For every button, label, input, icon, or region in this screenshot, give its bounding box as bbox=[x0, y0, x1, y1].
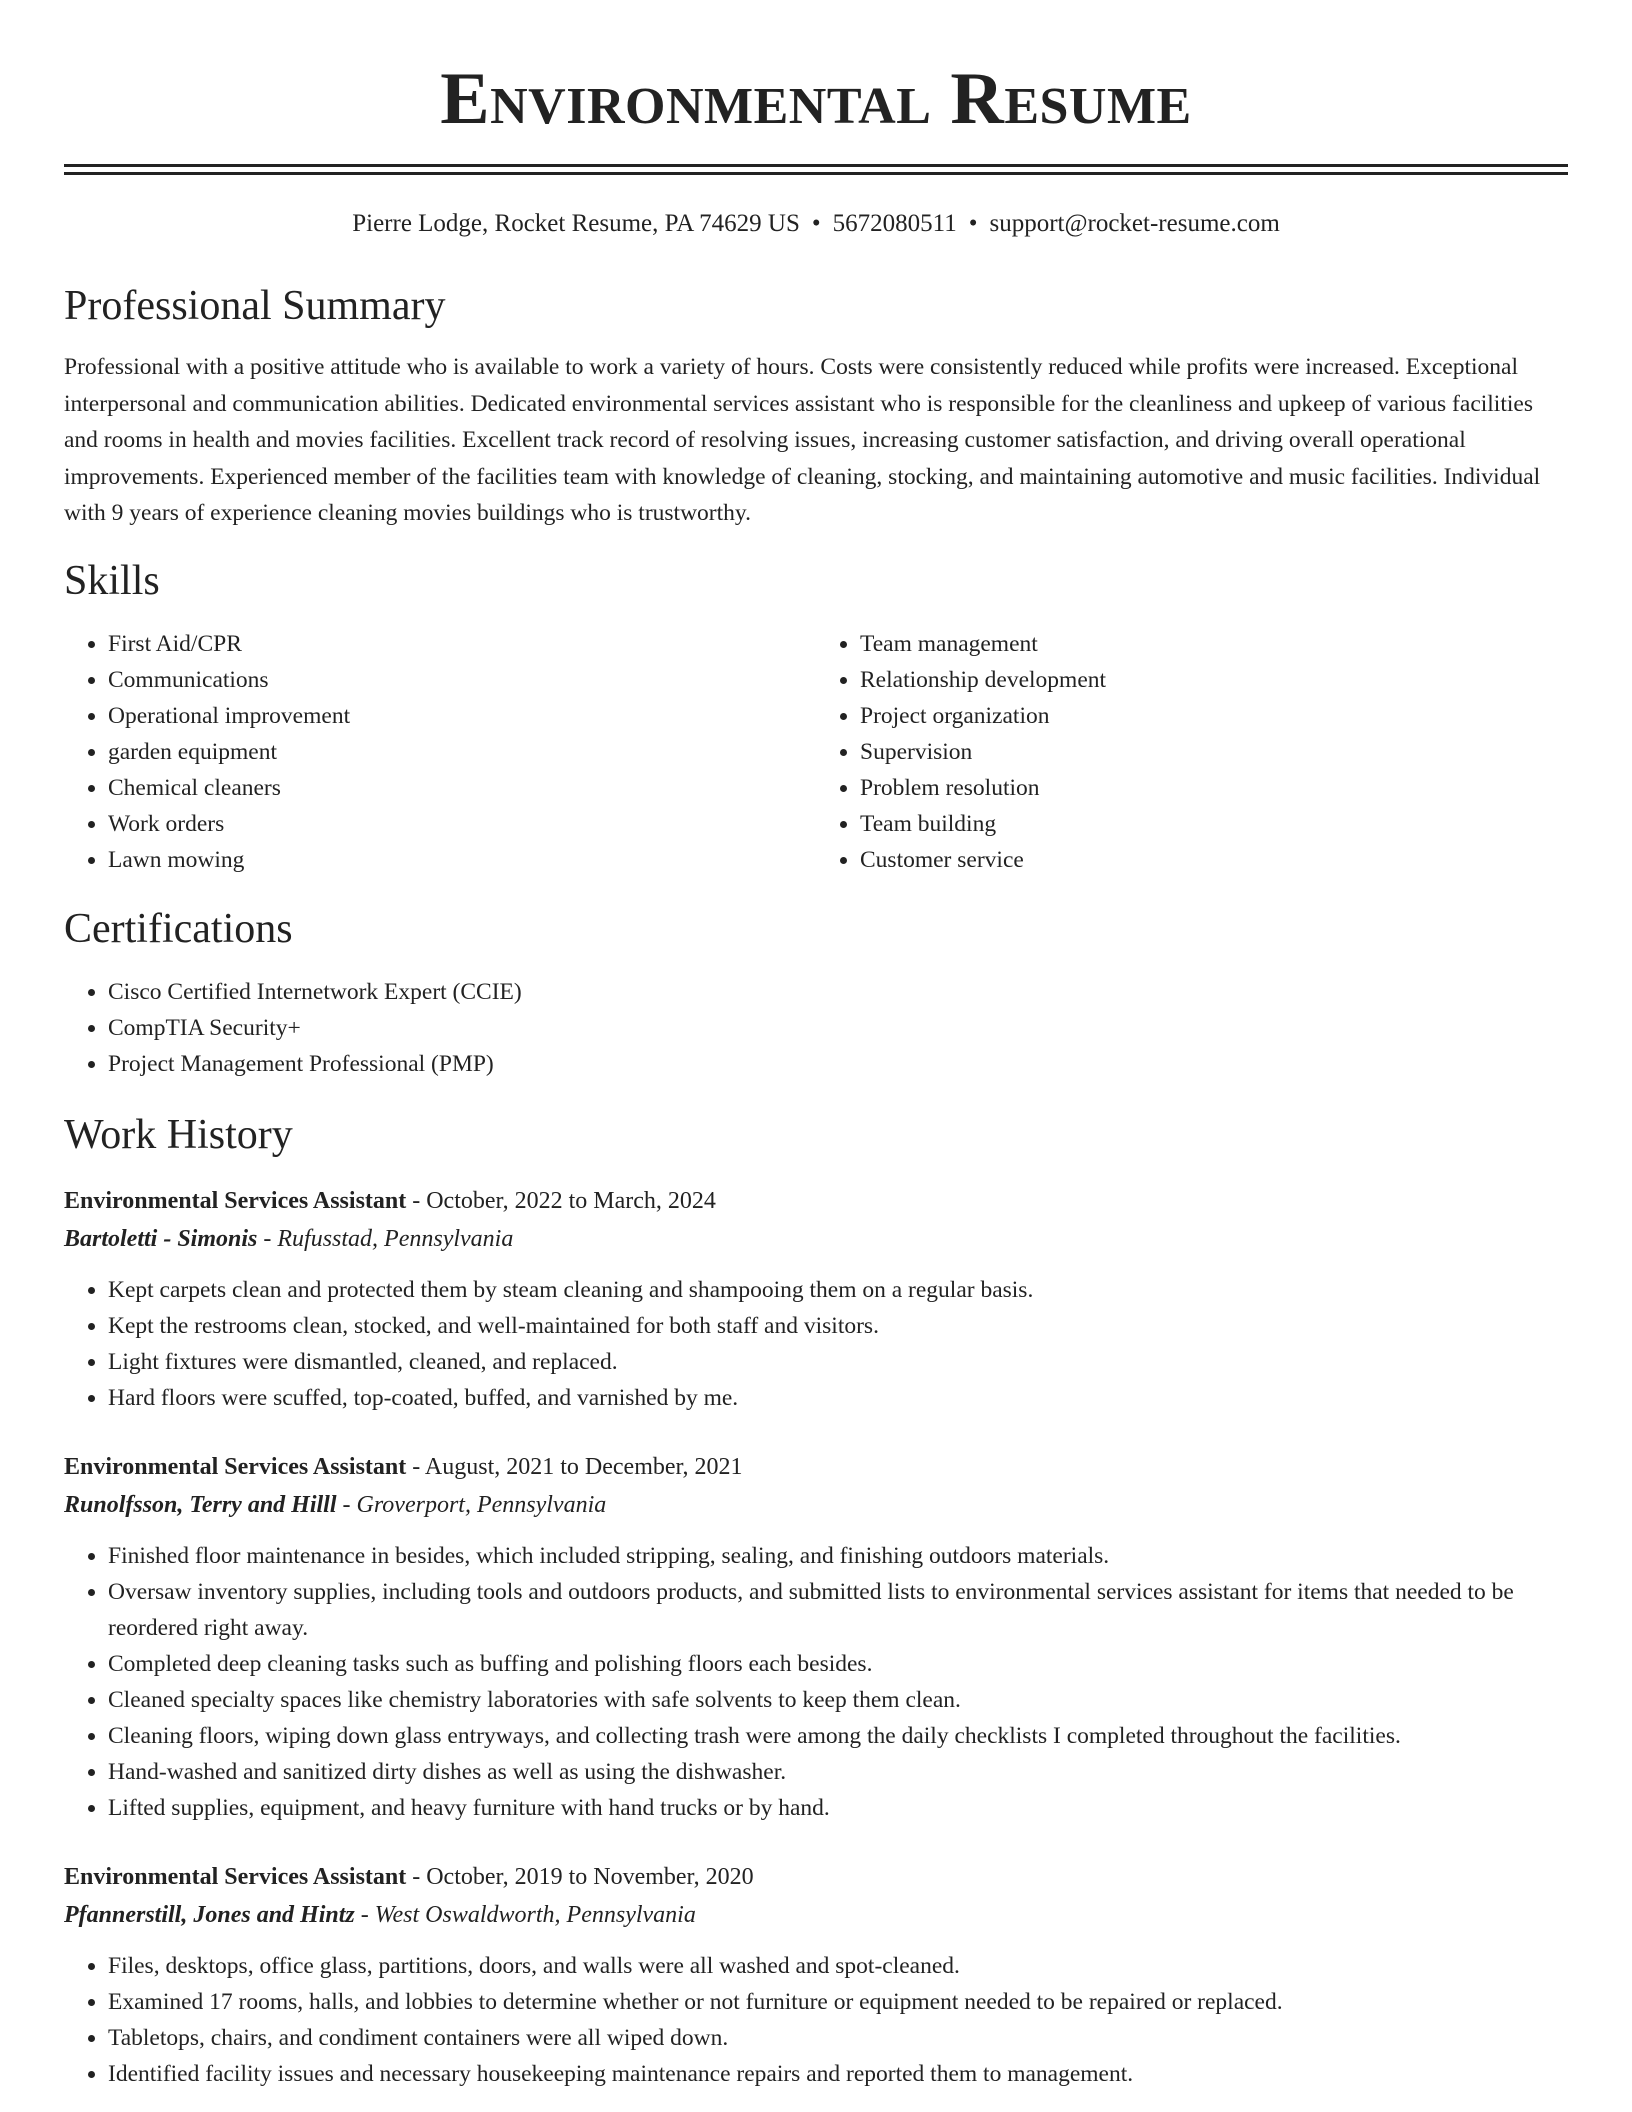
job-title-line bbox=[64, 1182, 1568, 1220]
job-dates: - October, 2022 to March, 2024 bbox=[406, 1188, 716, 1215]
company-line bbox=[64, 1220, 1568, 1258]
skill-item: • Team management bbox=[860, 626, 1568, 662]
job-bullet: • Lifted supplies, equipment, and heavy furniture with hand trucks or by hand. bbox=[108, 1790, 1568, 1826]
title-double-rule bbox=[64, 164, 1568, 175]
job-bullet: • Hard floors were scuffed, top-coated, buffed, and varnished by me. bbox=[108, 1380, 1568, 1416]
skill-item: • garden equipment bbox=[108, 734, 816, 770]
job-bullet: • Tabletops, chairs, and condiment containers were all wiped down. bbox=[108, 2020, 1568, 2056]
certification-item: • CompTIA Security+ bbox=[108, 1010, 1568, 1046]
job-entry bbox=[64, 1858, 1568, 2092]
resume-title: Environmental Resume bbox=[440, 58, 1192, 140]
company-name: Pfannerstill, Jones and Hintz bbox=[64, 1902, 355, 1929]
job-entry bbox=[64, 1448, 1568, 1826]
skill-item: • Operational improvement bbox=[108, 698, 816, 734]
skill-item: • Project organization bbox=[860, 698, 1568, 734]
summary-heading: Professional Summary bbox=[64, 283, 446, 329]
company-name: Bartoletti - Simonis bbox=[64, 1226, 258, 1253]
certifications-heading: Certifications bbox=[64, 905, 293, 952]
contact-email: support@rocket-resume.com bbox=[989, 210, 1280, 237]
skill-item: • Lawn mowing bbox=[108, 842, 816, 878]
job-bullets bbox=[64, 1538, 1568, 1826]
job-bullet: • Files, desktops, office glass, partitions, doors, and walls were all washed and spot-cleaned. bbox=[108, 1948, 1568, 1984]
skill-item: • Communications bbox=[108, 662, 816, 698]
skill-item: • Chemical cleaners bbox=[108, 770, 816, 806]
skill-item: • Team building bbox=[860, 806, 1568, 842]
job-bullet: • Identified facility issues and necessary housekeeping maintenance repairs and reported them to management. bbox=[108, 2056, 1568, 2092]
summary-text: Professional with a positive attitude who is available to work a variety of hours. Costs were consistently reduced while profits were increased. Exceptional interpersonal and communication abilities. Dedicated environmental services assistant who is responsible for the cleanliness and upkeep of various facilities and rooms in health and movies facilities. Excellent track record of resolving issues, increasing customer satisfaction, and driving overall operational improvements. Experienced member of the facilities team with knowledge of cleaning, stocking, and maintaining automotive and music facilities. Individual with 9 years of experience cleaning movies buildings who is trustworthy. bbox=[64, 354, 1541, 527]
contact-line bbox=[64, 209, 1568, 239]
job-bullet: • Oversaw inventory supplies, including tools and outdoors products, and submitted lists to environmental services assistant for items that needed to be reordered right away. bbox=[108, 1574, 1568, 1646]
resume-page bbox=[64, 0, 1568, 2092]
company-name: Runolfsson, Terry and Hilll bbox=[64, 1492, 337, 1519]
company-location: - Groverport, Pennsylvania bbox=[336, 1492, 607, 1519]
company-location: - Rufusstad, Pennsylvania bbox=[257, 1226, 514, 1253]
job-bullet: • Kept the restrooms clean, stocked, and well-maintained for both staff and visitors. bbox=[108, 1308, 1568, 1344]
contact-address: Pierre Lodge, Rocket Resume, PA 74629 US bbox=[352, 210, 800, 237]
job-title-line bbox=[64, 1858, 1568, 1896]
job-bullet: • Examined 17 rooms, halls, and lobbies to determine whether or not furniture or equipment needed to be repaired or replaced. bbox=[108, 1984, 1568, 2020]
job-bullet: • Finished floor maintenance in besides, which included stripping, sealing, and finishing outdoors materials. bbox=[108, 1538, 1568, 1574]
job-bullet: • Completed deep cleaning tasks such as buffing and polishing floors each besides. bbox=[108, 1646, 1568, 1682]
company-location: - West Oswaldworth, Pennsylvania bbox=[354, 1902, 696, 1929]
skill-item: • Relationship development bbox=[860, 662, 1568, 698]
job-bullets bbox=[64, 1948, 1568, 2092]
skills-list-right bbox=[816, 626, 1568, 878]
job-title: Environmental Services Assistant bbox=[64, 1864, 407, 1891]
skills-columns bbox=[64, 626, 1568, 878]
skills-heading: Skills bbox=[64, 557, 160, 604]
job-bullet: • Light fixtures were dismantled, cleaned, and replaced. bbox=[108, 1344, 1568, 1380]
certifications-list bbox=[64, 974, 1568, 1082]
contact-separator: • bbox=[811, 210, 821, 237]
job-bullet: • Cleaned specialty spaces like chemistry laboratories with safe solvents to keep them clean. bbox=[108, 1682, 1568, 1718]
certification-item: • Project Management Professional (PMP) bbox=[108, 1046, 1568, 1082]
contact-phone: 5672080511 bbox=[832, 210, 957, 237]
job-bullet: • Kept carpets clean and protected them by steam cleaning and shampooing them on a regular basis. bbox=[108, 1272, 1568, 1308]
job-title: Environmental Services Assistant bbox=[64, 1454, 407, 1481]
work-history-heading: Work History bbox=[64, 1112, 293, 1159]
job-bullet: • Hand-washed and sanitized dirty dishes as well as using the dishwasher. bbox=[108, 1754, 1568, 1790]
job-bullets bbox=[64, 1272, 1568, 1416]
job-dates: - October, 2019 to November, 2020 bbox=[406, 1864, 754, 1891]
job-dates: - August, 2021 to December, 2021 bbox=[406, 1454, 743, 1481]
skill-item: • Supervision bbox=[860, 734, 1568, 770]
contact-separator: • bbox=[968, 210, 978, 237]
certification-item: • Cisco Certified Internetwork Expert (CCIE) bbox=[108, 974, 1568, 1010]
skill-item: • Problem resolution bbox=[860, 770, 1568, 806]
company-line bbox=[64, 1896, 1568, 1934]
skill-item: • First Aid/CPR bbox=[108, 626, 816, 662]
job-bullet: • Cleaning floors, wiping down glass entryways, and collecting trash were among the daily checklists I completed throughout the facilities. bbox=[108, 1718, 1568, 1754]
company-line bbox=[64, 1486, 1568, 1524]
job-title-line bbox=[64, 1448, 1568, 1486]
skill-item: • Customer service bbox=[860, 842, 1568, 878]
skill-item: • Work orders bbox=[108, 806, 816, 842]
job-title: Environmental Services Assistant bbox=[64, 1188, 407, 1215]
job-entry bbox=[64, 1182, 1568, 1416]
skills-list-left bbox=[64, 626, 816, 878]
